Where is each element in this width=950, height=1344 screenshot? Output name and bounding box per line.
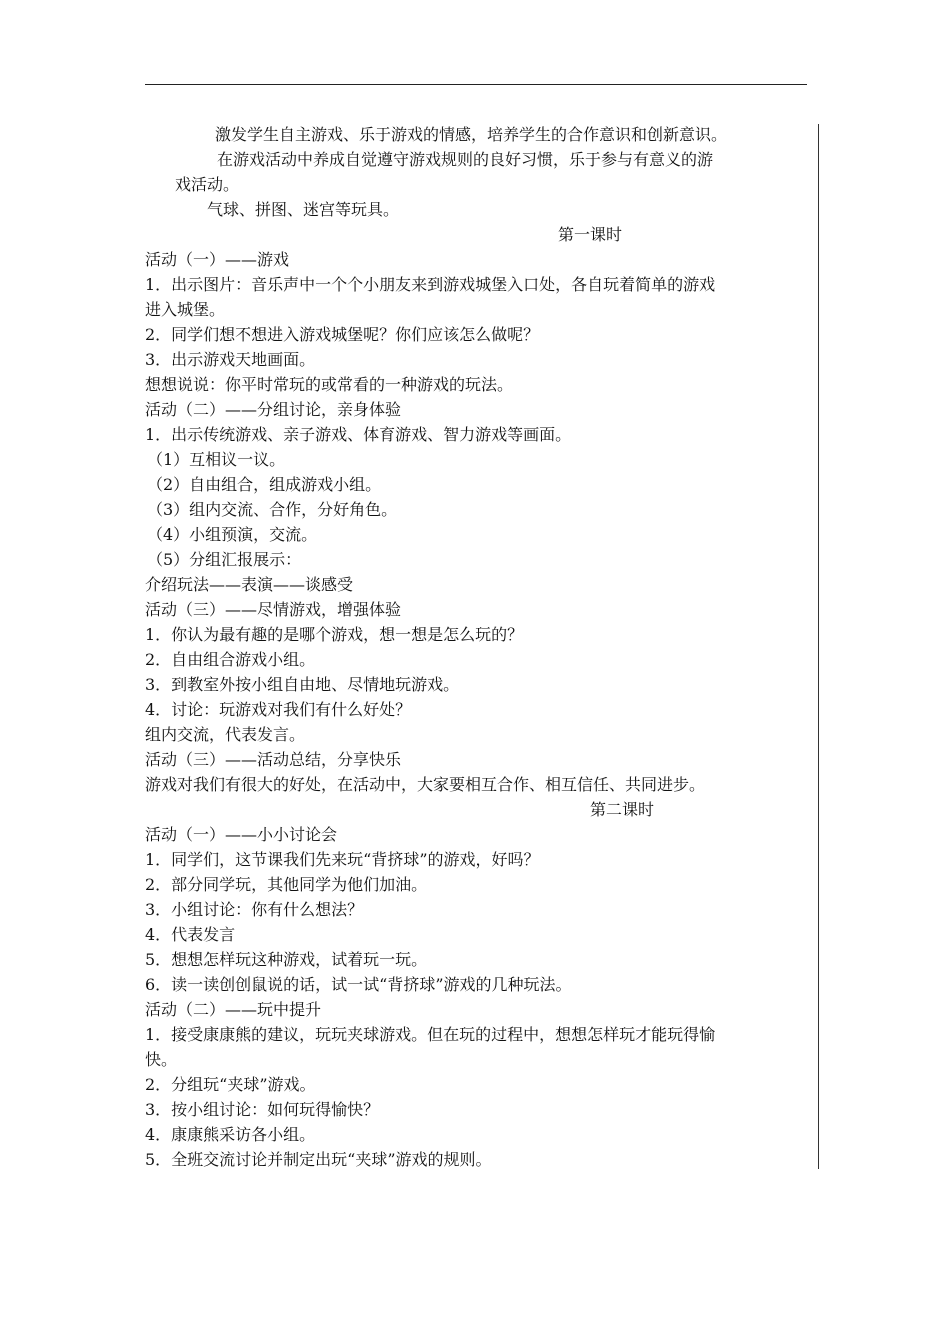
text-line: 快。	[145, 1050, 178, 1069]
text-line: （3）组内交流、合作，分好角色。	[147, 500, 398, 519]
text-line: 3．出示游戏天地画面。	[145, 350, 316, 369]
header-rule	[145, 84, 807, 85]
text-line: 活动（一）——小小讨论会	[145, 825, 338, 844]
text-line: 活动（一）——游戏	[145, 250, 290, 269]
text-line: 组内交流，代表发言。	[145, 725, 306, 744]
text-line: 2．自由组合游戏小组。	[145, 650, 316, 669]
text-line: 在游戏活动中养成自觉遵守游戏规则的良好习惯，乐于参与有意义的游	[217, 150, 714, 169]
text-line: 游戏对我们有很大的好处，在活动中，大家要相互合作、相互信任、共同进步。	[145, 775, 706, 794]
text-line: 活动（三）——尽情游戏，增强体验	[145, 600, 402, 619]
text-line: 4．代表发言	[145, 925, 236, 944]
text-line: 3．按小组讨论：如何玩得愉快？	[145, 1100, 380, 1119]
text-line: 第二课时	[590, 800, 655, 819]
text-line: 3．小组讨论：你有什么想法？	[145, 900, 364, 919]
text-line: 2．分组玩“夹球”游戏。	[145, 1075, 316, 1094]
text-line: （1）互相议一议。	[147, 450, 286, 469]
text-line: 4．康康熊采访各小组。	[145, 1125, 316, 1144]
text-line: 5．想想怎样玩这种游戏，试着玩一玩。	[145, 950, 428, 969]
text-line: 活动（二）——玩中提升	[145, 1000, 322, 1019]
text-line: 4．讨论：玩游戏对我们有什么好处？	[145, 700, 412, 719]
text-line: （4）小组预演，交流。	[147, 525, 318, 544]
text-line: 第一课时	[558, 225, 623, 244]
text-line: 3．到教室外按小组自由地、尽情地玩游戏。	[145, 675, 460, 694]
text-line: 2．部分同学玩，其他同学为他们加油。	[145, 875, 428, 894]
text-line: （2）自由组合，组成游戏小组。	[147, 475, 382, 494]
text-line: 介绍玩法——表演——谈感受	[145, 575, 354, 594]
text-line: 气球、拼图、迷宫等玩具。	[207, 200, 400, 219]
text-line: 1．接受康康熊的建议，玩玩夹球游戏。但在玩的过程中，想想怎样玩才能玩得愉	[145, 1025, 716, 1044]
text-line: 2．同学们想不想进入游戏城堡呢？你们应该怎么做呢？	[145, 325, 540, 344]
text-line: 6．读一读创创鼠说的话，试一试“背挤球”游戏的几种玩法。	[145, 975, 572, 994]
text-line: 进入城堡。	[145, 300, 226, 319]
table-right-border	[818, 124, 819, 1169]
text-line: 活动（三）——活动总结，分享快乐	[145, 750, 402, 769]
text-line: 戏活动。	[175, 175, 240, 194]
text-line: 1．出示图片：音乐声中一个个小朋友来到游戏城堡入口处，各自玩着简单的游戏	[145, 275, 716, 294]
text-line: 想想说说：你平时常玩的或常看的一种游戏的玩法。	[145, 375, 514, 394]
text-line: （5）分组汇报展示：	[147, 550, 302, 569]
text-line: 1．你认为最有趣的是哪个游戏，想一想是怎么玩的？	[145, 625, 524, 644]
text-line: 1．同学们，这节课我们先来玩“背挤球”的游戏，好吗？	[145, 850, 540, 869]
text-line: 激发学生自主游戏、乐于游戏的情感，培养学生的合作意识和创新意识。	[215, 125, 728, 144]
text-line: 活动（二）——分组讨论，亲身体验	[145, 400, 402, 419]
text-line: 1．出示传统游戏、亲子游戏、体育游戏、智力游戏等画面。	[145, 425, 572, 444]
text-line: 5．全班交流讨论并制定出玩“夹球”游戏的规则。	[145, 1150, 492, 1169]
document-body	[145, 122, 809, 1172]
